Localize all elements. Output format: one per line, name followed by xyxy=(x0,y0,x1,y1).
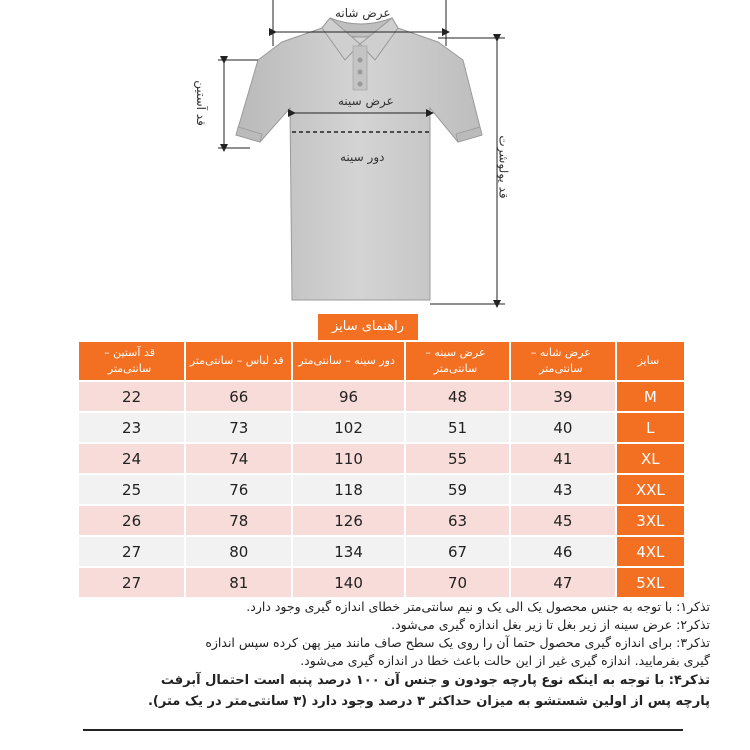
cell-chest: 67 xyxy=(404,537,509,566)
cell-chest: 55 xyxy=(404,444,509,473)
shoulder-width-label: عرض شانه xyxy=(335,6,391,20)
cell-shoulder: 43 xyxy=(509,475,614,504)
cell-size: XXL xyxy=(615,475,684,504)
chest-circumference-label: دور سینه xyxy=(340,150,385,164)
notes-section xyxy=(20,598,710,712)
cell-chest: 59 xyxy=(404,475,509,504)
shirt-length-label: قد پولوشرت xyxy=(496,135,511,199)
cell-shoulder: 45 xyxy=(509,506,614,535)
cell-chest: 48 xyxy=(404,382,509,411)
header-shoulder: عرض شانه – سانتی‌متر xyxy=(509,342,614,380)
cell-chest: 63 xyxy=(404,506,509,535)
header-length: قد لباس – سانتی‌متر xyxy=(184,342,291,380)
cell-size: L xyxy=(615,413,684,442)
cell-sleeve: 26 xyxy=(77,506,184,535)
table-row xyxy=(77,475,684,504)
note-1: تذکر۱: با توجه به جنس محصول یک الی یک و نیم سانتی‌متر خطای اندازه گیری وجود دارد. xyxy=(246,599,710,614)
cell-circumference: 134 xyxy=(291,537,403,566)
note-4-line-2: پارچه پس از اولین شستشو به میزان حداکثر ۳ درصد وجود دارد (۳ سانتی‌متر در یک متر). xyxy=(147,694,710,709)
cell-size: 4XL xyxy=(615,537,684,566)
cell-size: 3XL xyxy=(615,506,684,535)
table-row xyxy=(77,506,684,535)
cell-shoulder: 47 xyxy=(509,568,614,597)
header-chest: عرض سینه – سانتی‌متر xyxy=(404,342,509,380)
cell-length: 76 xyxy=(184,475,291,504)
polo-shirt-diagram xyxy=(0,0,750,318)
table-header-row xyxy=(77,342,684,380)
cell-length: 74 xyxy=(184,444,291,473)
cell-circumference: 96 xyxy=(291,382,403,411)
cell-shoulder: 46 xyxy=(509,537,614,566)
note-3-line-1: تذکر۳: برای اندازه گیری محصول حتما آن را روی یک سطح صاف مانند میز پهن کرده سپس اندازه xyxy=(205,635,710,650)
header-sleeve: قد آستین – سانتی‌متر xyxy=(77,342,184,380)
cell-length: 73 xyxy=(184,413,291,442)
table-row xyxy=(77,537,684,566)
cell-circumference: 126 xyxy=(291,506,403,535)
cell-shoulder: 40 xyxy=(509,413,614,442)
cell-length: 80 xyxy=(184,537,291,566)
note-4-line-1: تذکر۴: با توجه به اینکه نوع پارچه جودون و جنس آن ۱۰۰ درصد پنبه است احتمال آبرفت xyxy=(160,673,710,688)
cell-length: 66 xyxy=(184,382,291,411)
cell-size: 5XL xyxy=(615,568,684,597)
cell-sleeve: 27 xyxy=(77,568,184,597)
size-table xyxy=(77,340,684,599)
cell-circumference: 102 xyxy=(291,413,403,442)
cell-circumference: 140 xyxy=(291,568,403,597)
cell-circumference: 118 xyxy=(291,475,403,504)
cell-sleeve: 22 xyxy=(77,382,184,411)
header-circumference: دور سینه – سانتی‌متر xyxy=(291,342,403,380)
header-size: سایز xyxy=(615,342,684,380)
table-row xyxy=(77,444,684,473)
size-guide-title: راهنمای سایز xyxy=(318,314,418,340)
table-row xyxy=(77,568,684,597)
chest-width-label: عرض سینه xyxy=(338,94,394,108)
note-2: تذکر۲: عرض سینه از زیر بغل تا زیر بغل اندازه گیری می‌شود. xyxy=(391,617,710,632)
cell-size: M xyxy=(615,382,684,411)
cell-length: 78 xyxy=(184,506,291,535)
cell-size: XL xyxy=(615,444,684,473)
cell-sleeve: 25 xyxy=(77,475,184,504)
cell-sleeve: 27 xyxy=(77,537,184,566)
note-3-line-2: گیری بفرمایید. اندازه گیری غیر از این حالت باعث خطا در اندازه گیری می‌شود. xyxy=(300,653,710,668)
table-row xyxy=(77,413,684,442)
cell-chest: 70 xyxy=(404,568,509,597)
sleeve-length-label: قد آستین xyxy=(193,80,208,126)
cell-shoulder: 39 xyxy=(509,382,614,411)
cell-sleeve: 23 xyxy=(77,413,184,442)
cell-sleeve: 24 xyxy=(77,444,184,473)
cell-chest: 51 xyxy=(404,413,509,442)
cell-length: 81 xyxy=(184,568,291,597)
cell-shoulder: 41 xyxy=(509,444,614,473)
cell-circumference: 110 xyxy=(291,444,403,473)
table-row xyxy=(77,382,684,411)
note-4-underline xyxy=(83,729,683,731)
